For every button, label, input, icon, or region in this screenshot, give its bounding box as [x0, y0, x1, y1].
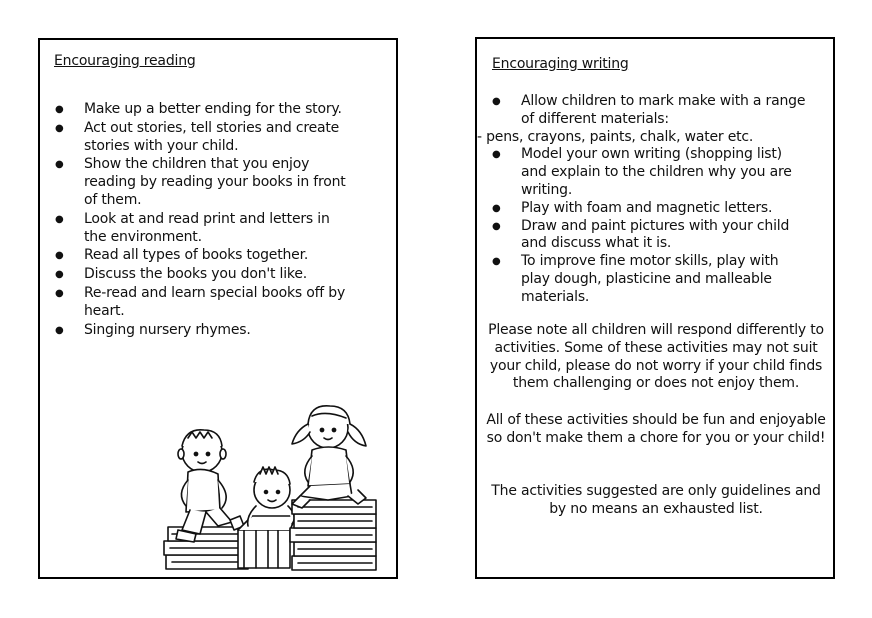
list-item: ● Allow children to mark make with a range of different materials: — [492, 93, 806, 127]
reading-card — [38, 38, 398, 579]
writing-card — [475, 37, 835, 579]
disclaimer-note: Please note all children will respond differently to activities. Some of these activities may not suit your child, please do not worry if your child finds them challenging or does not enjoy them. — [488, 322, 824, 392]
bullet-icon: ● — [55, 122, 64, 134]
bullet-icon: ● — [492, 96, 501, 107]
reading-heading: Encouraging reading — [54, 53, 196, 69]
reading-list — [54, 101, 354, 339]
bullet-icon: ● — [55, 287, 64, 299]
list-item: ● To improve fine motor skills, play with play dough, plasticine and malleable materials. — [492, 253, 779, 305]
list-item: ● Re-read and learn special books off by heart. — [55, 284, 346, 319]
list-item: ● Act out stories, tell stories and create stories with your child. — [55, 119, 340, 154]
bullet-icon: ● — [492, 256, 501, 268]
fun-note: All of these activities should be fun and enjoyable so don't make them a chore for you or your child! — [486, 412, 826, 446]
bullet-icon: ● — [55, 250, 64, 262]
guidelines-note: The activities suggested are only guidelines and by no means an exhausted list. — [491, 483, 821, 517]
bullet-icon: ● — [55, 159, 64, 171]
writing-list — [477, 93, 806, 307]
bullet-icon: ● — [492, 202, 501, 214]
list-item: ● Read all types of books together. — [55, 247, 309, 264]
list-item: - pens, crayons, paints, chalk, water etc. — [477, 128, 754, 145]
list-item: ● Draw and paint pictures with your child and discuss what it is. — [492, 217, 790, 252]
list-item: ● Discuss the books you don't like. — [55, 266, 308, 283]
bullet-icon: ● — [492, 149, 501, 161]
list-item: ● Make up a better ending for the story. — [55, 101, 342, 117]
list-item: ● Show the children that you enjoy reading by reading your books in front of them. — [55, 156, 346, 208]
children-on-books-illustration — [160, 370, 390, 575]
list-item: ● Look at and read print and letters in the environment. — [55, 210, 330, 245]
bullet-icon: ● — [55, 104, 64, 115]
bullet-icon: ● — [55, 213, 64, 225]
bullet-icon: ● — [55, 269, 64, 281]
list-item: ● Singing nursery rhymes. — [55, 321, 251, 338]
bullet-icon: ● — [492, 220, 501, 232]
bullet-icon: ● — [55, 324, 64, 336]
list-item: ● Model your own writing (shopping list) and explain to the children why you are writing. — [492, 146, 792, 198]
writing-heading: Encouraging writing — [492, 56, 629, 72]
list-item: ● Play with foam and magnetic letters. — [492, 199, 773, 216]
